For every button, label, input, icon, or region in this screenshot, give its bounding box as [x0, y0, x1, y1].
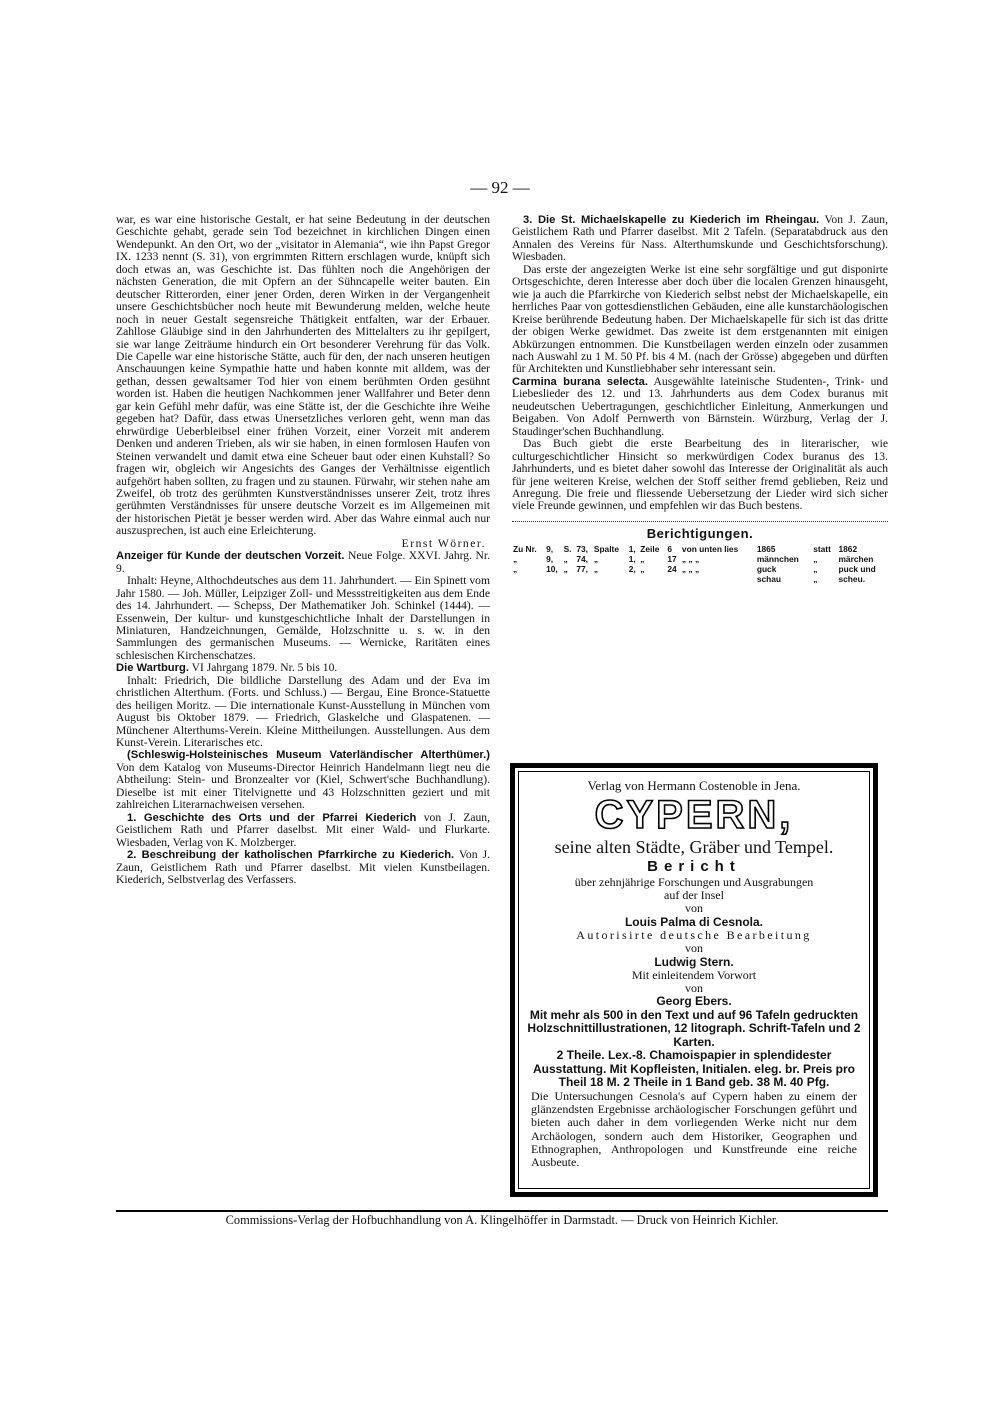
- corrections-cell: „: [813, 574, 818, 585]
- corrections-cell: 17: [667, 554, 677, 565]
- corrections-cell: [639, 574, 666, 584]
- entry-wartburg-title: Die Wartburg.: [116, 662, 189, 675]
- corrections-cell: von unten lies: [681, 544, 739, 555]
- entry-anzeiger: [116, 550, 490, 575]
- corrections-cell: „ „ „: [681, 554, 700, 565]
- corrections-cell: 1,: [628, 554, 636, 565]
- corrections-cell: „: [513, 564, 518, 575]
- corrections-cell: 10,: [546, 564, 558, 575]
- ad-title: CYPERN,: [594, 793, 794, 837]
- corrections-cell: [666, 574, 681, 584]
- footer-imprint: Commissions-Verlag der Hofbuchhandlung von A. Klingelhöffer in Darmstadt. — Druck von Heinrich Kichler.: [225, 1213, 779, 1227]
- essay-signature: Ernst Wörner.: [401, 536, 486, 550]
- corrections-cell: Zeile: [640, 544, 660, 555]
- corrections-cell: [563, 574, 576, 584]
- ad-von: von: [685, 981, 703, 996]
- entry-schleswig: [116, 749, 490, 811]
- corrections-cell: schau: [756, 574, 782, 585]
- ad-authorised: Autorisirte deutsche Bearbeitung: [576, 928, 812, 943]
- entry-schleswig-details: Von dem Katalog von Museums-Director Heinrich Handelmann liegt neu die Abtheilung: Stein- und Bronzealter vor (Kiel, Schwert'sche Buchhandlung). Dieselbe ist mit einer Titelvignette und 43 Holzschnitten geziert und mit zahlreichen Literarnachweisen versehen.: [116, 760, 490, 812]
- corrections-cell: 24: [667, 564, 677, 575]
- entry-carmina-details: Ausgewählte lateinische Studenten-, Trink- und Liebeslieder des 12. und 13. Jahrhunderts aus dem Codex buranus mit neudeutschen Uebertragungen, geschichtlicher Einleitung, Anmerkungen und Beigaben. Von Adolf Pernwerth von Bärnstein. Würzburg, Verlag der J. Staudinger'schen Buchhandlung.: [512, 374, 888, 438]
- corrections-cell: „: [563, 564, 568, 575]
- ad-author: Louis Palma di Cesnola.: [624, 914, 764, 929]
- corrections-cell: „: [640, 564, 645, 575]
- ad-features: Mit mehr als 500 in den Text und auf 96 Tafeln gedruckten Holzschnittillustrationen, 12 litograph. Schrift-Tafeln und 2 Karten.: [527, 1007, 861, 1049]
- entry-item-3: [512, 214, 888, 264]
- corrections-cell: 77,: [576, 564, 588, 575]
- right-column: [512, 214, 888, 584]
- corrections-cell: S.: [563, 544, 572, 555]
- entry-wartburg-contents: Inhalt: Friedrich, Die bildliche Darstellung des Adam und der Eva im christlichen Alterthum. (Forts. und Schluss.) — Bergau, Eine Bronce-Statuette des heiligen Moritz. — Die internationale Kunst-Ausstellung in München vom August bis Oktober 1879. — Friedrich, Glaskelche und Glaspatenen. — Münchener Alterthums-Verein. Kleine Mittheilungen. Ausstellungen. Aus dem Kunst-Verein. Literarisches etc.: [116, 673, 490, 750]
- entry-item-2-title: 2. Beschreibung der katholischen Pfarrkirche zu Kiederich.: [127, 849, 455, 862]
- corrections-cell: 9,: [546, 554, 554, 565]
- corrections-cell: „: [593, 564, 599, 575]
- entry-schleswig-title: (Schleswig-Holsteinisches Museum Vaterländischer Alterthümer.): [127, 749, 490, 762]
- corrections-row: [512, 564, 888, 574]
- corrections-row: [512, 574, 888, 584]
- corrections-cell: 6: [667, 544, 673, 555]
- ad-publisher: Verlag von Hermann Costenoble in Jena.: [587, 778, 801, 793]
- entry-item-2-details: Von J. Zaun, Geistlichem Rath und Pfarrer daselbst. Mit vielen Kunstbeilagen. Kiederich, Selbstverlag des Verfassers.: [116, 848, 490, 887]
- corrections-title: Berichtigungen.: [646, 525, 754, 541]
- review-paragraph: Das erste der angezeigten Werke ist eine sehr sorgfältige und gut disponirte Ortsgeschichte, deren Interesse aber doch über die localen Grenzen hinausgeht, wie ja auch die Pfarrkirche von Kiederich selbst nebst der Michaelskapelle, ein herrliches Paar von gottesdienstlichen Gebäuden, eine alle kunstarchäologischen Kreise berührende Bedeutung haben. Der Michaelskapelle für sich ist das dritte der obigen Werke gewidmet. Das zweite ist dem erstgenannten mit einigen Abkürzungen entnommen. Die Kunstbeilagen werden einzeln oder zusammen nach Auswahl zu 1 M. 50 Pf. bis 4 M. (nach der Grösse) abgegeben und dürften für Architekten und Kunstliebhaber sehr interessant sein.: [512, 262, 888, 376]
- essay-paragraph: war, es war eine historische Gestalt, er hat seine Bedeutung in der deutschen Geschichte gehabt, gerade sein Tod bezeichnet in kirchlichen Dingen einen Wendepunkt. An den Ort, wo der „visitator in Alemania“, wie ihn Papst Gregor IX. 1233 nennt (S. 31), von ergrimmten Rittern erschlagen wurde, knüpft sich doch etwas an, was Geschichte ist. Das fühlten noch die Angehörigen der nächsten Generation, die mit Opfern an der Sühncapelle weiter bauten. Ein deutscher Ritterorden, einer jener Orden, deren Wirken in der Vergangenheit unsere Geschichtsbücher noch heute mit Bewunderung melden, welche heute noch in neuer Gestalt segensreiche Thätigkeit entfalten, war der Erbauer. Zahllose Gläubige sind in den Jahrhunderten des Mittelalters zu ihr gepilgert, sie war lange Zeiträume hindurch ein Ort besonderer Verehrung für das Volk. Die Capelle war eine historische Stätte, auch für den, der nach unseren heutigen Anschauungen keine Sympathie hatte und haben konnte mit alldem, was der gethan, dessen gewaltsamer Tod hier von einem berühmten Orden gesühnt worden ist. Haben die heutigen Nachkommen jener Wallfahrer und Beter denn gar kein Gefühl mehr dafür, was eine Stätte ist, der die Geschichte ihre Weihe gegeben hat? Dafür, dass etwas Unersetzliches verloren geht, wenn man das ehrwürdige Ueberbleibsel einer frühen Vorzeit, einer Vorzeit mit anderem Denken und anderen Trieben, als wir sie haben, in einen formlosen Haufen von Steinen verwandelt und damit etwa eine Scheuer baut oder einen Kuhstall? So fragen wir, obgleich wir Angesichts des Ganges der Verhältnisse eigentlich aufgehört haben sollten, zu fragen und zu staunen. Fürwahr, wir stehen nahe am Zweifel, ob trotz des gerühmten Kunstverständnisses unserer Zeit, trotz ihres gerühmten Verständnisses für unsere deutsche Vorzeit es im Allgemeinen mit der historischen Pietät je besser werden wird. Aber das Wahre einmal auch nur auszusprechen, ist auch eine Erleichterung.: [116, 213, 490, 538]
- entry-item-1: [116, 812, 490, 849]
- corrections-cell: [628, 574, 640, 584]
- corrections-cell: „: [563, 554, 568, 565]
- corrections-cell: [575, 574, 593, 584]
- corrections-cell: [512, 574, 545, 584]
- ad-foreword-author: Georg Ebers.: [656, 994, 732, 1009]
- corrections-cell: [593, 574, 628, 584]
- corrections-cell: „: [640, 554, 645, 565]
- corrections-row: [512, 554, 888, 564]
- entry-anzeiger-details: Neue Folge. XXVI. Jahrg. Nr. 9.: [116, 549, 490, 575]
- ad-von: von: [685, 941, 703, 956]
- corrections-cell: guck: [756, 564, 777, 575]
- ad-line-research: über zehnjährige Forschungen und Ausgrabungen: [574, 875, 814, 889]
- entry-item-3-details: Von J. Zaun, Geistlichem Rath und Pfarrer daselbst. Mit 2 Tafeln. (Separatabdruck aus den Annalen des Vereins für Nass. Alterthumskunde und Geschichtsforschung). Wiesbaden.: [512, 213, 888, 264]
- ad-subtitle: seine alten Städte, Gräber und Tempel.: [554, 837, 834, 857]
- corrections-cell: Spalte: [593, 544, 619, 555]
- entry-carmina-title: Carmina burana selecta.: [512, 375, 648, 388]
- entry-wartburg: [116, 662, 490, 674]
- corrections-row: [512, 544, 888, 554]
- corrections-cell: „: [813, 564, 818, 575]
- corrections-cell: 2,: [628, 564, 636, 575]
- corrections-cell: 73,: [576, 544, 588, 555]
- entry-carmina: [512, 376, 888, 438]
- advertisement-box: [510, 763, 878, 1197]
- ad-bericht: Bericht: [647, 858, 741, 875]
- section-divider: [512, 521, 888, 522]
- entry-anzeiger-contents: Inhalt: Heyne, Althochdeutsches aus dem 11. Jahrhundert. — Ein Spinett vom Jahr 1580. — Joh. Müller, Leipziger Zoll- und Messstreitigkeiten aus dem Ende des 14. Jahrhundert. — Schepss, Der Mathematiker Joh. Schinkel (1444). — Essenwein, Der kultur- und kunstgeschichtliche Inhalt der Darstellungen in Miniaturen, Handzeichnungen, Gemälde, Holzschnitte u. s. w. in den Sammlungen des germanischen Museums. — Wernicke, Raritäten eines schlesischen Kirchenschatzes.: [116, 574, 490, 662]
- corrections-cell: [681, 574, 756, 584]
- page-number: — 92 —: [470, 178, 530, 197]
- corrections-cell: statt: [813, 544, 831, 555]
- corrections-cell: 1862: [838, 544, 858, 555]
- corrections-cell: „: [593, 554, 599, 565]
- corrections-cell: Zu Nr.: [513, 544, 537, 555]
- ad-translator: Ludwig Stern.: [654, 954, 734, 969]
- entry-anzeiger-title: Anzeiger für Kunde der deutschen Vorzeit.: [116, 550, 345, 563]
- entry-item-1-details: von J. Zaun, Geistlichem Rath und Pfarrer daselbst. Mit einer Wald- und Flurkarte. Wiesbaden, Verlag von K. Molzberger.: [116, 810, 491, 849]
- corrections-cell: „: [513, 554, 518, 565]
- corrections-cell: 74,: [576, 554, 588, 565]
- ad-line-island: auf der Insel: [664, 888, 724, 903]
- ad-von: von: [685, 901, 703, 916]
- corrections-cell: [545, 574, 563, 584]
- corrections-cell: scheu.: [838, 574, 866, 585]
- footer-rule: [116, 1210, 888, 1212]
- entry-item-1-title: 1. Geschichte des Orts und der Pfarrei Kiederich: [127, 811, 417, 824]
- carmina-review: Das Buch giebt die erste Bearbeitung des in literarischer, wie culturgeschichtlicher Hinsicht so merkwürdigen Codex buranus des 13. Jahrhunderts, und es bietet daher sowohl das Interesse der Originalität als auch für jene weiteren Kreise, welchen der Stoff seither fremd geblieben, Reiz und Anregung. Die freie und fliessende Uebersetzung der Lieder wird sich sicher viele Freunde gewinnen, und empfehlen wir das Buch bestens.: [512, 437, 888, 513]
- ad-foreword-line: Mit einleitendem Vorwort: [631, 968, 757, 983]
- entry-item-2: [116, 849, 490, 886]
- corrections-cell: 1865: [756, 544, 776, 555]
- entry-wartburg-details: VI Jahrgang 1879. Nr. 5 bis 10.: [188, 661, 338, 675]
- entry-item-3-title: 3. Die St. Michaelskapelle zu Kiederich im Rheingau.: [523, 214, 820, 226]
- left-column: [116, 214, 490, 886]
- ad-format-price: 2 Theile. Lex.-8. Chamoispapier in splendidester Ausstattung. Mit Kopfleisten, Initialen. eleg. br. Preis pro Theil 18 M. 2 Theile in 1 Band geb. 38 M. 40 Pfg.: [532, 1048, 856, 1090]
- corrections-table: [512, 544, 888, 584]
- corrections-cell: 9,: [546, 544, 554, 555]
- corrections-cell: „: [813, 554, 818, 565]
- corrections-cell: „ „ „: [681, 564, 700, 575]
- corrections-cell: märchen: [838, 554, 874, 565]
- ad-description: Die Untersuchungen Cesnola's auf Cypern haben zu einem der glänzendsten Ergebnisse archäologischer Forschungen geführt und bieten auch daher in dem vorliegenden Werke nicht nur dem Archäologen, sondern auch dem Historiker, Geographen und Ethnographen, Anthropologen und Kunstfreunde eine reiche Ausbeute.: [531, 1088, 857, 1169]
- corrections-cell: 1,: [628, 544, 636, 555]
- corrections-cell: puck und: [838, 564, 876, 575]
- corrections-cell: männchen: [756, 554, 799, 565]
